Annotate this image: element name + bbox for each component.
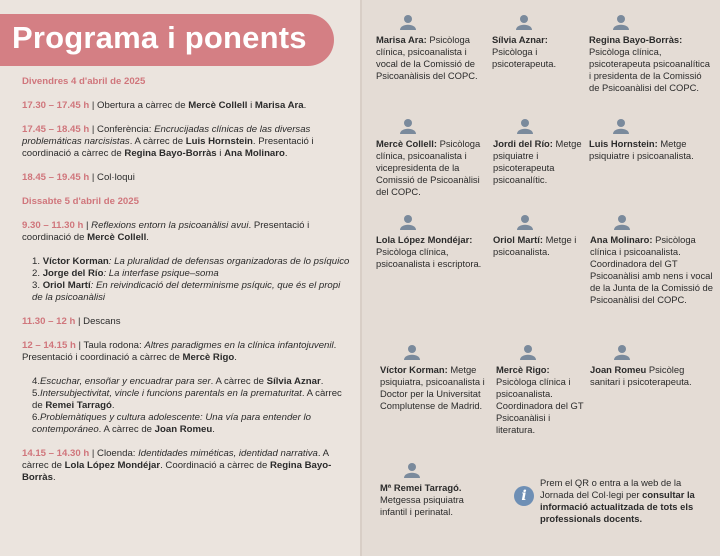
- speaker-ref: Mercè Rigo: [182, 352, 235, 363]
- speaker-name: Ana Molinaro:: [590, 234, 653, 245]
- speaker-ref: Regina Bayo-Borràs: [22, 460, 332, 483]
- speaker-name: Regina Bayo-Borràs:: [589, 34, 683, 45]
- speaker-card: [380, 462, 484, 518]
- speaker-desc: Psicòloga clínica, psicoanalista i vicepresidenta de la Comissió de Psicoanàlisi del COPC.: [376, 138, 481, 197]
- speaker-ref: Luis Hornstein: [185, 136, 253, 147]
- session-text: . Presentació i coordinació a càrrec de: [22, 340, 337, 363]
- info-note: [540, 477, 716, 525]
- session-text: i: [216, 148, 225, 159]
- session-text: . A càrrec de: [129, 136, 186, 147]
- speaker-card: [492, 14, 578, 70]
- session-text: .: [146, 232, 149, 243]
- speaker-name: Mercè Rigo:: [496, 364, 550, 375]
- list-item: [32, 268, 352, 280]
- list-item: [32, 376, 352, 388]
- speaker-ref: Jorge del Río: [42, 268, 104, 279]
- person-icon: [614, 214, 630, 230]
- session-text: | Col·loqui: [89, 172, 135, 183]
- session-topic: : La interfase psique–soma: [103, 268, 219, 279]
- speaker-card: [496, 344, 588, 436]
- session-time: 14.15 – 14.30 h: [22, 448, 90, 459]
- session-text: . A càrrec de: [22, 448, 329, 471]
- session: [22, 124, 352, 160]
- session-text: . Coordinació a càrrec de: [160, 460, 270, 471]
- speaker-ref: Mercè Collell: [188, 100, 248, 111]
- speaker-card: [376, 214, 488, 270]
- session-text: |: [83, 220, 92, 231]
- session-topic: Encrucijadas clínicas de las diversas problemáticas narcisistas: [22, 124, 311, 147]
- session-topic: Problemàtiques y cultura adolescente: Una vía para entender lo contemporáneo: [32, 412, 311, 435]
- title-banner: [0, 14, 334, 66]
- session-text: i: [247, 100, 255, 111]
- session-text: .: [284, 148, 288, 159]
- speaker-name: Mª Remei Tarragó.: [380, 482, 462, 493]
- speaker-name: Víctor Korman:: [380, 364, 448, 375]
- session-text: . Presentació i coordinació de: [22, 220, 310, 243]
- speaker-desc: Metge psiquiatra, psicoanalista i Doctor per la Universitat Complutense de Madrid.: [380, 364, 485, 411]
- person-icon: [614, 344, 630, 360]
- speaker-desc: Psicòloga clínica, psicoanalista i escriptora.: [376, 246, 482, 269]
- speaker-desc: Psicòloga clínica i psicoanalista. Coordinadora del GT Psicoanàlisi amb nens i vocal de la Junta de la Comissió de Psicoanàlisi del COPC.: [590, 234, 713, 305]
- speaker-desc: Psicòloga clínica, psicoterapeuta psicoanalítica i presidenta de la Comissió de Psicoanàlisi del COPC.: [589, 46, 710, 93]
- speaker-desc: Metge i psicoanalista.: [493, 234, 577, 257]
- speaker-ref: Marisa Ara: [254, 100, 304, 111]
- speaker-card: [493, 118, 583, 186]
- session-topic: : En reivindicació del determinisme psíquic, que és el propi de la psicoanàlisi: [32, 280, 341, 303]
- speaker-ref: Lola López Mondéjar: [64, 460, 161, 471]
- speaker-name: Luis Hornstein:: [589, 138, 658, 149]
- session: [22, 340, 352, 364]
- session-time: 17.30 – 17.45 h: [22, 100, 90, 111]
- person-icon: [400, 214, 416, 230]
- person-icon: [613, 118, 629, 134]
- session: [22, 316, 352, 328]
- session-topic: : La pluralidad de defensas organizadoras de lo psíquico: [108, 256, 350, 267]
- session-time: 17.45 – 18.45 h: [22, 124, 90, 135]
- session-text: | Cloenda:: [89, 448, 139, 459]
- session-text: .: [111, 400, 115, 411]
- speaker-name: Oriol Martí:: [493, 234, 544, 245]
- speaker-card: [589, 118, 709, 162]
- speaker-ref: Oriol Martí: [42, 280, 91, 291]
- speaker-card: [590, 214, 716, 306]
- list-item: [32, 280, 352, 304]
- speaker-card: [376, 14, 484, 82]
- list-number: 1.: [32, 256, 41, 267]
- speaker-desc: Psicòloga i psicoterapeuta.: [492, 46, 557, 69]
- speaker-name: Marisa Ara:: [376, 34, 427, 45]
- speaker-desc: Metge psiquiatre i psicoterapeuta psicoanalític.: [493, 138, 582, 185]
- session-topic: Reflexions entorn la psicoanàlisi avui: [91, 220, 249, 231]
- speaker-card: [376, 118, 486, 198]
- person-icon: [400, 118, 416, 134]
- speaker-card: [380, 344, 488, 412]
- speaker-name: Joan Romeu: [590, 364, 647, 375]
- list-number: 4.: [32, 376, 41, 387]
- session-text: | Taula rodona:: [75, 340, 145, 351]
- info-highlight: consultar la informació actualitzada de tots els professionals docents.: [540, 489, 695, 524]
- person-icon: [520, 344, 536, 360]
- session-topic: Intersubjectivitat, vincle i funcions parentals en la prematuritat: [40, 388, 302, 399]
- speaker-ref: Remei Tarragó: [45, 400, 112, 411]
- info-icon: i: [514, 486, 534, 506]
- list-item: [32, 388, 352, 412]
- list-number: 3.: [32, 280, 41, 291]
- session-topic: Altres paradigmes en la clínica infantojuvenil: [144, 340, 334, 351]
- speaker-card: [493, 214, 579, 258]
- list-item: [32, 256, 352, 268]
- session-time: 12 – 14.15 h: [22, 340, 76, 351]
- session-text: | Descans: [75, 316, 121, 327]
- session-text: . A càrrec de: [98, 424, 155, 435]
- speaker-ref: Regina Bayo-Borràs: [124, 148, 217, 159]
- list-number: 2.: [32, 268, 41, 279]
- person-icon: [516, 14, 532, 30]
- person-icon: [517, 118, 533, 134]
- session-text: .: [234, 352, 237, 363]
- talk-list: [22, 256, 352, 304]
- person-icon: [517, 214, 533, 230]
- speaker-name: Lola López Mondéjar:: [376, 234, 473, 245]
- speaker-card: [589, 14, 713, 94]
- session-time: 18.45 – 19.45 h: [22, 172, 90, 183]
- speaker-desc: Metgessa psiquiatra infantil i perinatal.: [380, 494, 464, 517]
- speaker-desc: Metge psiquiatre i psicoanalista.: [589, 138, 694, 161]
- speaker-ref: Víctor Korman: [42, 256, 109, 267]
- session-text: . Presentació i coordinació a càrrec de: [22, 136, 314, 159]
- speaker-name: Sílvia Aznar:: [492, 34, 548, 45]
- program-schedule: [22, 76, 352, 496]
- speaker-name: Jordi del Río:: [493, 138, 553, 149]
- person-icon: [400, 14, 416, 30]
- session-time: 11.30 – 12 h: [22, 316, 76, 327]
- person-icon: [404, 462, 420, 478]
- session-text: .: [52, 472, 56, 483]
- session: [22, 100, 352, 112]
- list-number: 6.: [32, 412, 41, 423]
- person-icon: [404, 344, 420, 360]
- session-text: .: [212, 424, 215, 435]
- speaker-desc: Psicòleg sanitari i psicoterapeuta.: [590, 364, 692, 387]
- speaker-ref: Sílvia Aznar: [266, 376, 321, 387]
- speaker-desc: Psicòloga clínica, psicoanalista i vocal de la Comissió de Psicoanàlisis del COPC.: [376, 34, 478, 81]
- session: [22, 220, 352, 244]
- session-time: 9.30 – 11.30 h: [22, 220, 84, 231]
- person-icon: [613, 14, 629, 30]
- session-text: . A càrrec de: [32, 388, 342, 411]
- page-title: Programa i ponents: [12, 20, 307, 55]
- list-item: [32, 412, 352, 436]
- day-heading: Divendres 4 d'abril de 2025: [22, 76, 146, 87]
- session-text: | Conferència:: [89, 124, 155, 135]
- session-text: .: [303, 100, 307, 111]
- talk-list: [22, 376, 352, 436]
- session-topic: Identidades miméticas, identidad narrativa: [138, 448, 318, 459]
- speaker-desc: Psicòloga clínica i psicoanalista. Coordinadora del GT Psicoanàlisi i literatura.: [496, 376, 584, 435]
- session: [22, 448, 352, 484]
- session-text: .: [320, 376, 324, 387]
- list-number: 5.: [32, 388, 41, 399]
- session-text: . A càrrec de: [210, 376, 267, 387]
- session: [22, 172, 352, 184]
- day-heading: Dissabte 5 d'abril de 2025: [22, 196, 139, 207]
- session-topic: Escuchar, ensoñar y encuadrar para ser: [40, 376, 211, 387]
- speaker-card: [590, 344, 700, 388]
- session-text: | Obertura a càrrec de: [89, 100, 189, 111]
- info-text: Prem el QR o entra a la web de la Jornada del Col·legi per: [540, 477, 682, 500]
- speaker-ref: Ana Molinaro: [224, 148, 285, 159]
- speaker-ref: Mercè Collell: [87, 232, 147, 243]
- speaker-ref: Joan Romeu: [154, 424, 213, 435]
- speaker-name: Mercè Collell:: [376, 138, 437, 149]
